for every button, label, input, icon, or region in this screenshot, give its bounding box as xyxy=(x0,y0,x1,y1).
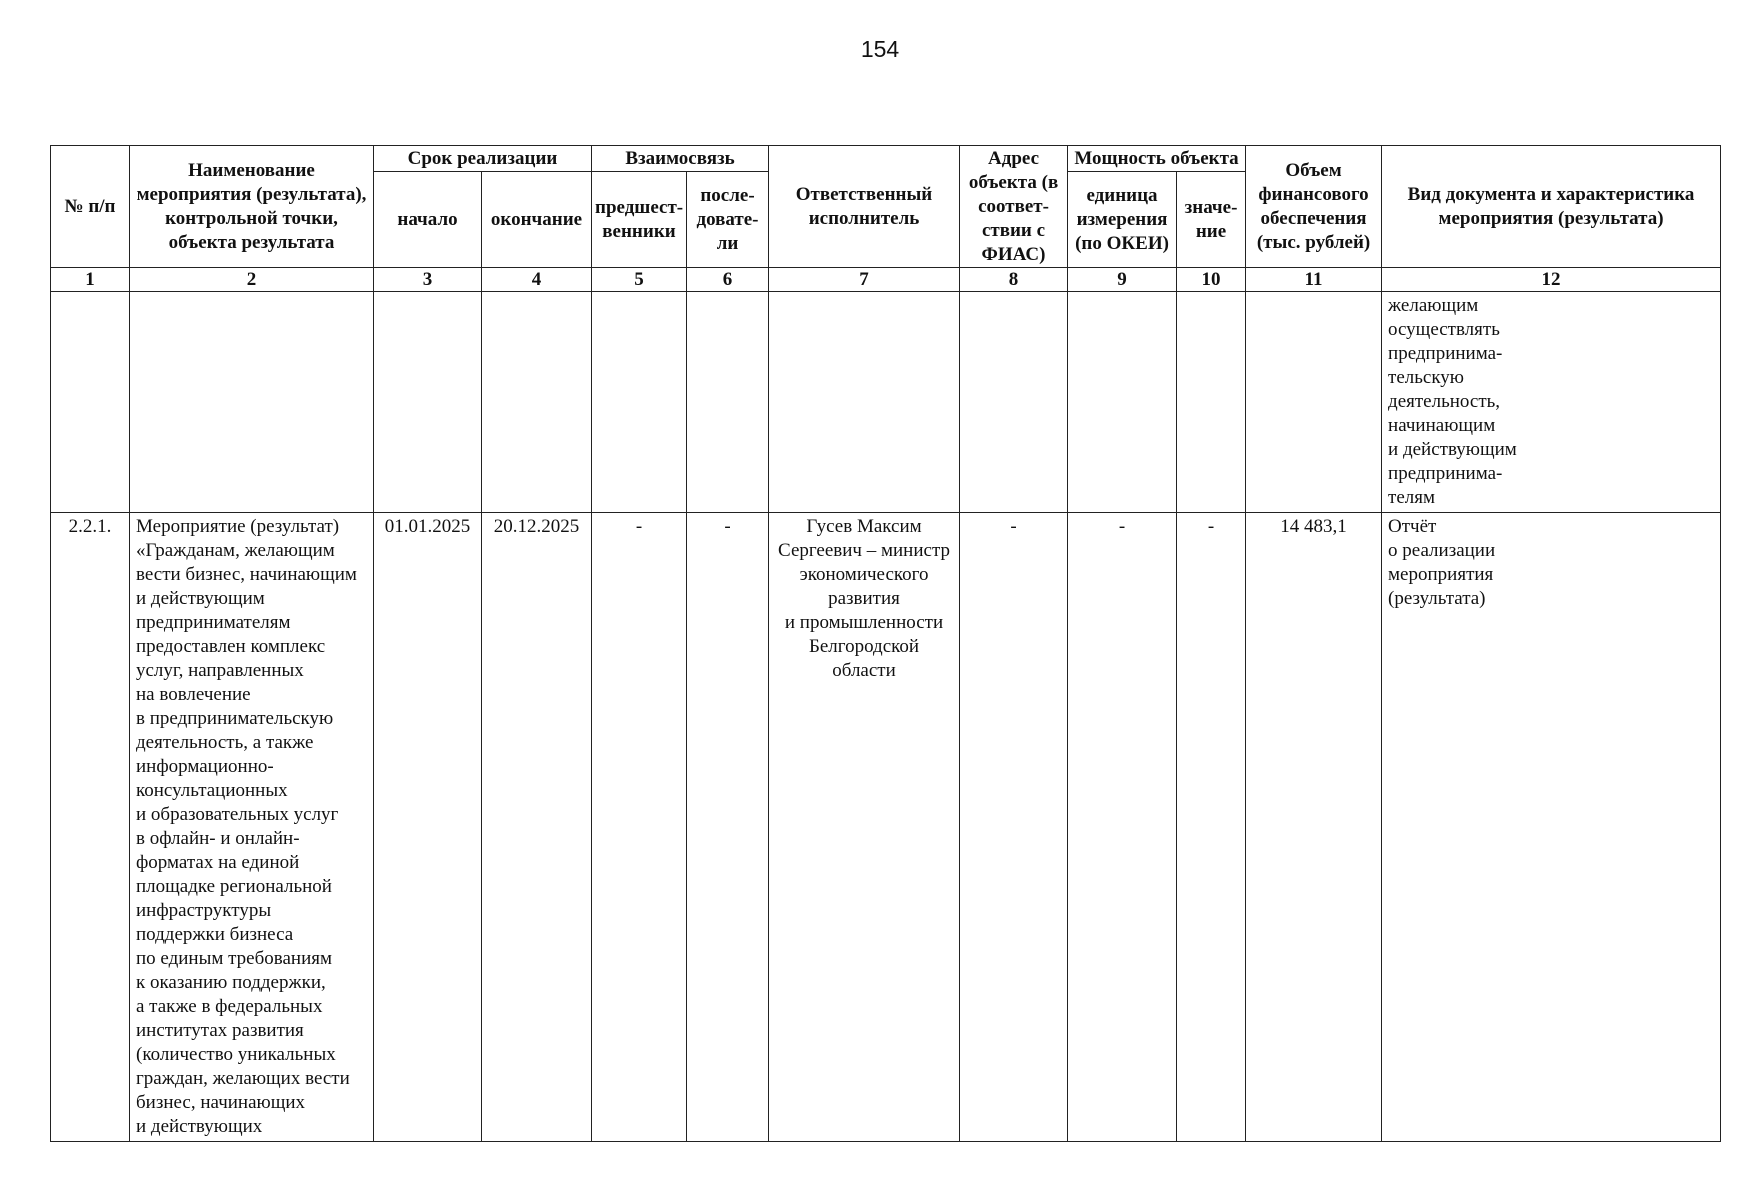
column-number: 7 xyxy=(769,268,960,292)
header-predecessors: предшест-венники xyxy=(592,172,687,268)
row-number: 2.2.1. xyxy=(51,513,130,1142)
table-cell xyxy=(1246,292,1382,513)
table-cell xyxy=(960,292,1068,513)
column-number: 8 xyxy=(960,268,1068,292)
table-cell xyxy=(1068,292,1177,513)
activity-name: Мероприятие (результат) «Гражданам, желающим вести бизнес, начинающим и действующим предпринимателям предоставлен комплекс услуг, направленных на вовлечение в предпринимательскую деятельность, а также информационно- консультационных и образовательных услуг в офлайн- и онлайн- форматах на единой площадке региональной инфраструктуры поддержки бизнеса по единым требованиям к оказанию поддержки, а также в федеральных институтах развития (количество уникальных граждан, желающих вести бизнес, начинающих и действующих xyxy=(130,513,374,1142)
table-row xyxy=(51,292,1721,513)
start-date: 01.01.2025 xyxy=(374,513,482,1142)
capacity-value: - xyxy=(1177,513,1246,1142)
header-num: № п/п xyxy=(51,146,130,268)
table-cell xyxy=(51,292,130,513)
header-name: Наименование мероприятия (результата), контрольной точки, объекта результата xyxy=(130,146,374,268)
column-number: 5 xyxy=(592,268,687,292)
table-cell xyxy=(130,292,374,513)
header-successors: после-довате-ли xyxy=(687,172,769,268)
header-group-vzaimosvyaz: Взаимосвязь xyxy=(592,146,769,172)
header-executor: Ответственный исполнитель xyxy=(769,146,960,268)
header-volume: Объем финансового обеспечения (тыс. рублей) xyxy=(1246,146,1382,268)
activities-table xyxy=(50,145,1721,1142)
successors: - xyxy=(687,513,769,1142)
end-date: 20.12.2025 xyxy=(482,513,592,1142)
table-cell xyxy=(687,292,769,513)
column-number: 3 xyxy=(374,268,482,292)
table-cell xyxy=(374,292,482,513)
unit-of-measure: - xyxy=(1068,513,1177,1142)
predecessors: - xyxy=(592,513,687,1142)
responsible-executor: Гусев Максим Сергеевич – министр экономического развития и промышленности Белгородской области xyxy=(769,513,960,1142)
column-number: 11 xyxy=(1246,268,1382,292)
header-doc-type: Вид документа и характеристика мероприятия (результата) xyxy=(1382,146,1721,268)
table-row xyxy=(51,513,1721,1142)
header-address: Адрес объекта (в соответ-ствии с ФИАС) xyxy=(960,146,1068,268)
page-number: 154 xyxy=(860,36,900,62)
column-number: 10 xyxy=(1177,268,1246,292)
column-number: 2 xyxy=(130,268,374,292)
column-number: 4 xyxy=(482,268,592,292)
column-number: 6 xyxy=(687,268,769,292)
column-number: 12 xyxy=(1382,268,1721,292)
table-cell xyxy=(592,292,687,513)
header-start: начало xyxy=(374,172,482,268)
header-unit: единица измерения (по ОКЕИ) xyxy=(1068,172,1177,268)
doc-type-continuation: желающим осуществлять предпринима- тельскую деятельность, начинающим и действующим предпринима- телям xyxy=(1382,292,1721,513)
table-cell xyxy=(1177,292,1246,513)
header-end: окончание xyxy=(482,172,592,268)
financing-volume: 14 483,1 xyxy=(1246,513,1382,1142)
column-number: 1 xyxy=(51,268,130,292)
document-type: Отчёт о реализации мероприятия (результата) xyxy=(1382,513,1721,1142)
table-cell xyxy=(482,292,592,513)
header-value: значе-ние xyxy=(1177,172,1246,268)
object-address: - xyxy=(960,513,1068,1142)
header-group-srok: Срок реализации xyxy=(374,146,592,172)
column-number: 9 xyxy=(1068,268,1177,292)
header-group-moshchnost: Мощность объекта xyxy=(1068,146,1246,172)
table-cell xyxy=(769,292,960,513)
